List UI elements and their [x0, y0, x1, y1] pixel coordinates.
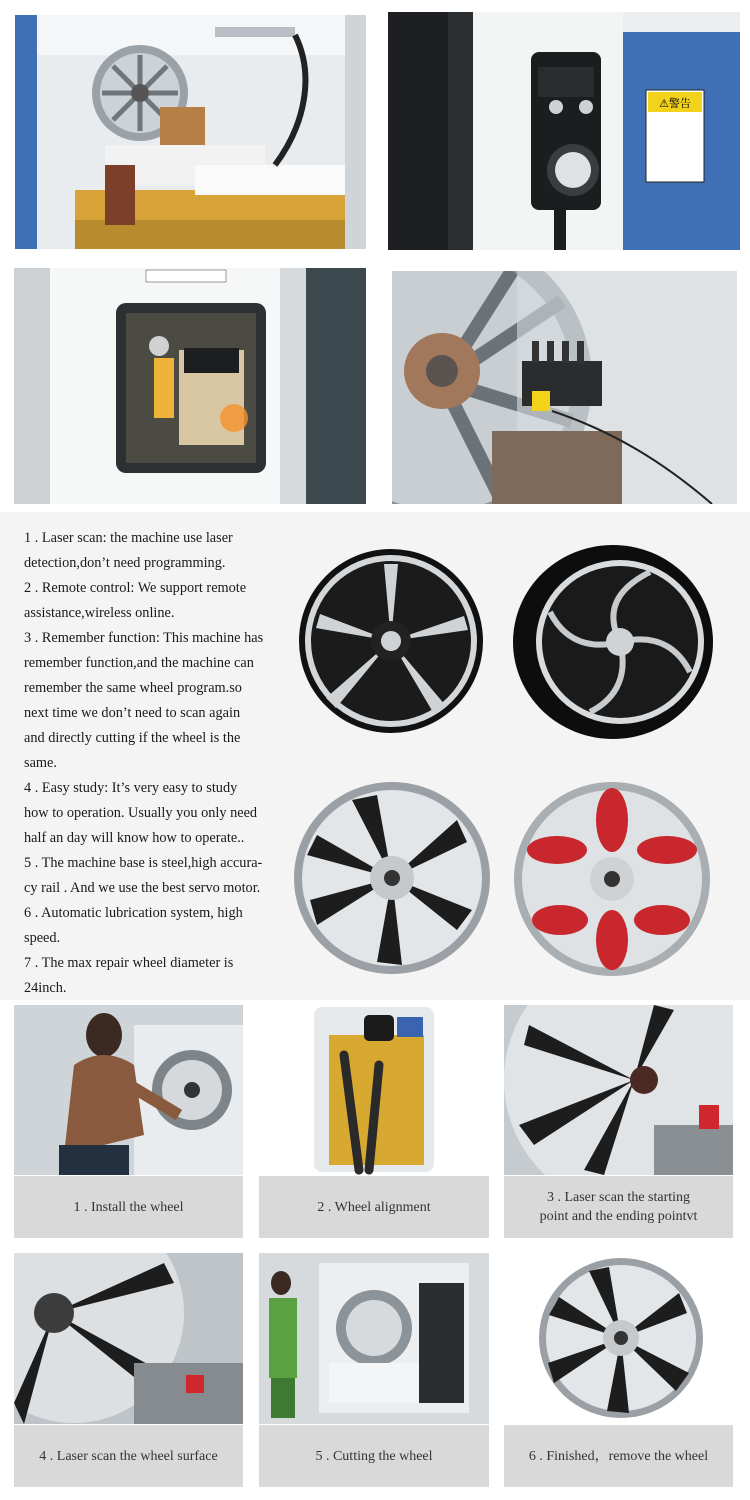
feature-line: half an day will know how to operate.. — [24, 830, 245, 846]
step4-photo-laser-scan-surface — [14, 1253, 243, 1424]
wheel-black-concave — [510, 542, 715, 742]
step3-caption-line1: 3 . Laser scan the starting — [546, 1190, 691, 1205]
wheel-black-silver-multispoke — [296, 546, 486, 736]
feature-line: cy rail . And we use the best servo motor. — [24, 880, 261, 896]
step4-caption-text: 4 . Laser scan the wheel surface — [39, 1448, 218, 1464]
wheel-silver-diamond-cut — [292, 780, 492, 976]
photo-lubrication-system — [14, 268, 366, 504]
feature-line: how to operation. Usually you only need — [24, 805, 258, 821]
step2-caption — [259, 1176, 489, 1238]
feature-line: detection,don’t need programming. — [24, 555, 226, 571]
step1-caption — [14, 1176, 243, 1238]
feature-line: 24inch. — [24, 980, 67, 996]
photo-machine-cutting-area — [15, 15, 366, 249]
step5-caption-text: 5 . Cutting the wheel — [315, 1448, 433, 1464]
step5-caption — [259, 1425, 489, 1487]
step6-caption-text: 6 . Finished，remove the wheel — [528, 1448, 709, 1464]
feature-line: remember the same wheel program.so — [24, 680, 242, 696]
step6-caption — [504, 1425, 733, 1487]
wheel-red-machined — [512, 780, 712, 978]
feature-line: and directly cutting if the wheel is the — [24, 730, 241, 746]
feature-line: same. — [24, 755, 57, 771]
feature-list — [24, 526, 284, 1001]
step2-caption-text: 2 . Wheel alignment — [317, 1199, 431, 1215]
feature-line: next time we don’t need to scan again — [24, 705, 241, 721]
photo-laser-sensor-on-wheel — [392, 271, 737, 504]
features-section — [0, 512, 750, 1000]
feature-line: assistance,wireless online. — [24, 605, 175, 621]
step4-caption — [14, 1425, 243, 1487]
step2-photo-wheel-alignment — [259, 1005, 489, 1175]
feature-line: 5 . The machine base is steel,high accura- — [24, 855, 263, 871]
step3-photo-laser-scan-points — [504, 1005, 733, 1175]
step6-photo-finished-wheel — [504, 1253, 733, 1424]
feature-line: 7 . The max repair wheel diameter is — [24, 955, 234, 971]
feature-line: remember function,and the machine can — [24, 655, 254, 671]
step3-caption-line2: point and the ending pointvt — [539, 1209, 698, 1224]
step1-caption-text: 1 . Install the wheel — [73, 1199, 184, 1215]
step3-caption — [504, 1176, 733, 1238]
photo-handwheel-controller — [388, 12, 740, 250]
svg-text:⚠警告: ⚠警告 — [659, 97, 691, 110]
feature-line: 4 . Easy study: It’s very easy to study — [24, 780, 238, 796]
step5-photo-cutting-wheel — [259, 1253, 489, 1424]
feature-line: 6 . Automatic lubrication system, high — [24, 905, 243, 921]
feature-line: 3 . Remember function: This machine has — [24, 630, 264, 646]
feature-line: 2 . Remote control: We support remote — [24, 580, 247, 596]
feature-line: speed. — [24, 930, 61, 946]
feature-line: 1 . Laser scan: the machine use laser — [24, 530, 233, 546]
step1-photo-install-wheel — [14, 1005, 243, 1175]
